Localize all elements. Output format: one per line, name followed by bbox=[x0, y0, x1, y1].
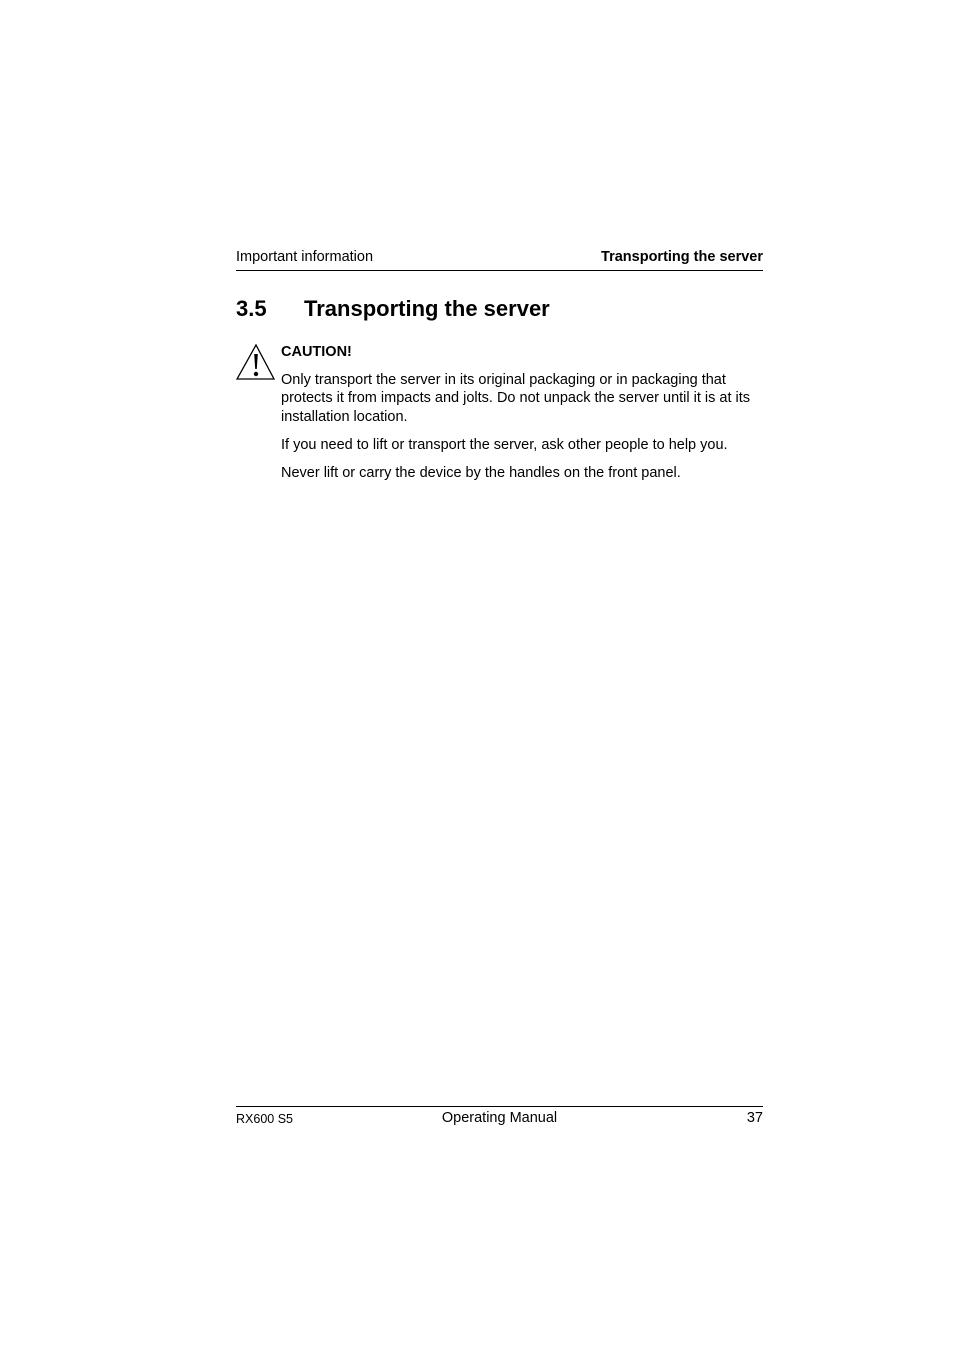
caution-paragraph: If you need to lift or transport the server, ask other people to help you. bbox=[281, 436, 728, 453]
section-title bbox=[236, 296, 550, 322]
header-section: Transporting the server bbox=[601, 249, 763, 265]
footer-model: RX600 S5 bbox=[236, 1112, 293, 1126]
footer-manual-title: Operating Manual bbox=[441, 1110, 558, 1126]
section-number: 3.5 bbox=[236, 296, 267, 321]
caution-triangle-icon bbox=[236, 343, 276, 381]
caution-block bbox=[281, 343, 763, 492]
page-number: 37 bbox=[746, 1110, 763, 1126]
caution-paragraph: Never lift or carry the device by the handles on the front panel. bbox=[281, 464, 681, 481]
running-footer bbox=[236, 1106, 763, 1131]
section-title-text: Transporting the server bbox=[304, 296, 550, 321]
running-header bbox=[236, 248, 763, 271]
header-chapter: Important information bbox=[236, 249, 374, 265]
caution-label: CAUTION! bbox=[281, 344, 352, 360]
caution-paragraph: Only transport the server in its original packaging or in packaging that protects it from impacts and jolts. Do not unpack the server until it is at its installation location. bbox=[281, 371, 751, 425]
